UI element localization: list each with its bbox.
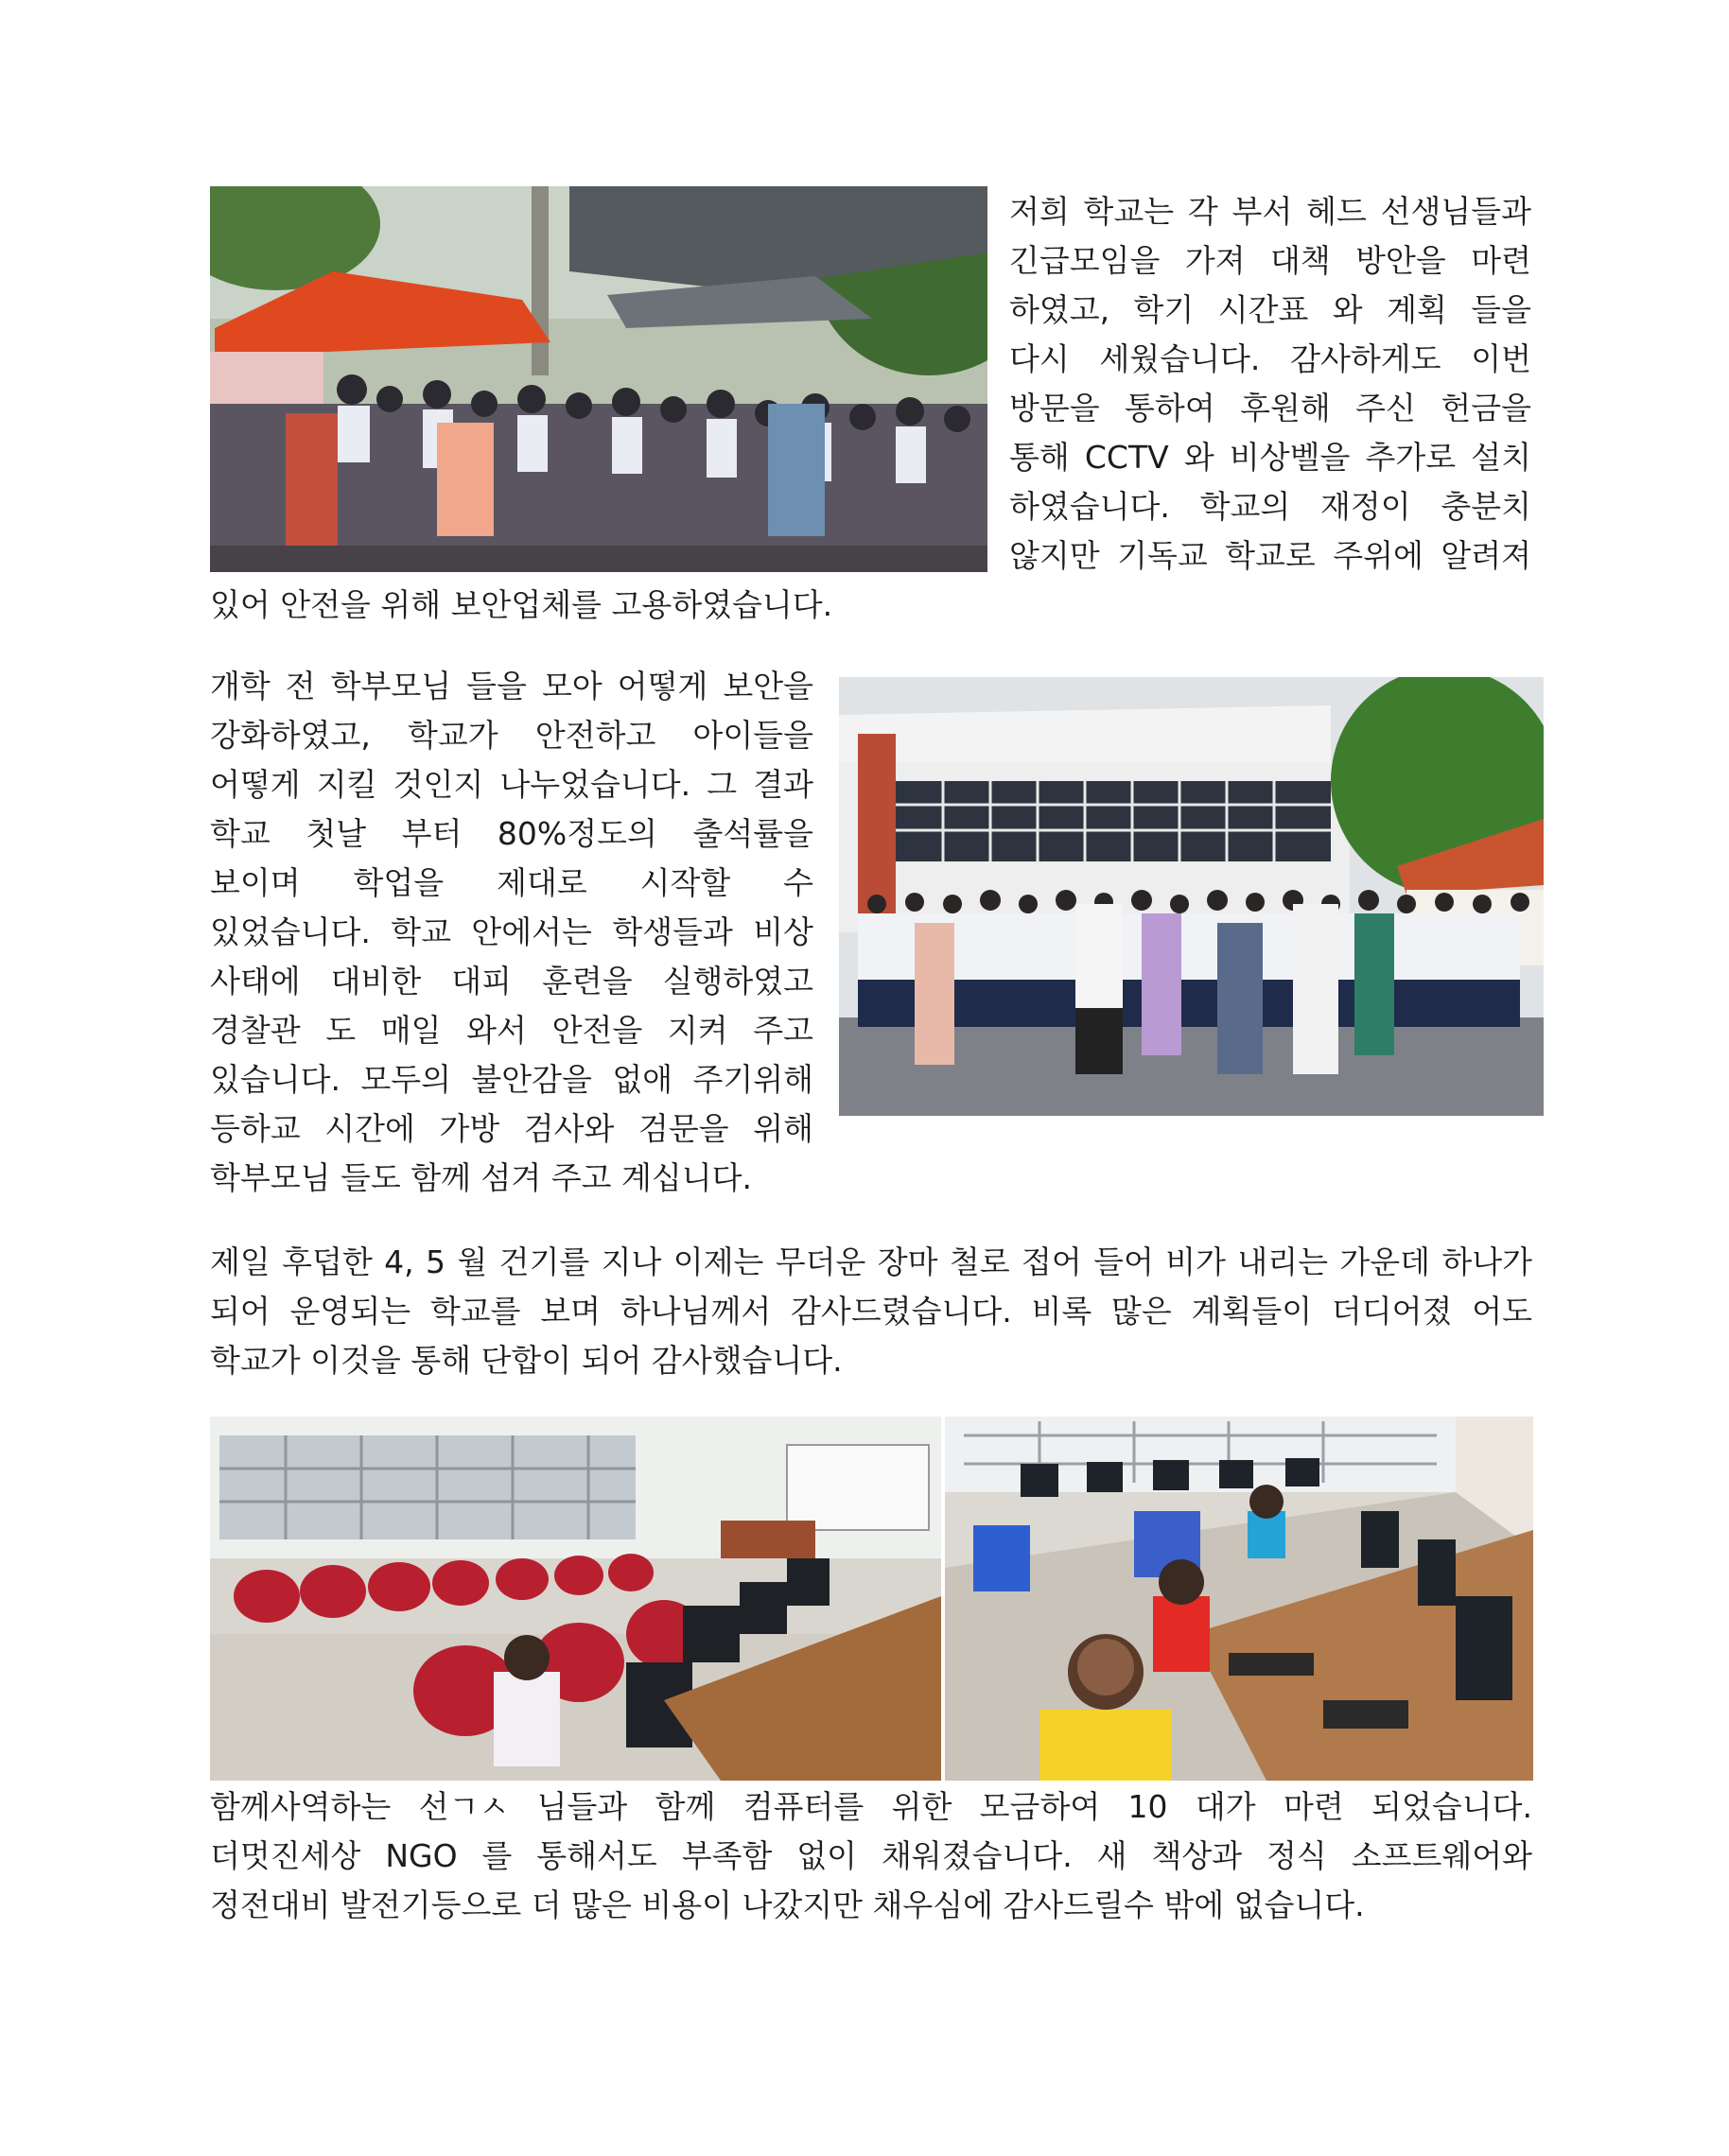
section2-line: 있습니다. 모두의 불안감을 없애 주기위해 bbox=[210, 1061, 813, 1098]
section2-line: 경찰관 도 매일 와서 안전을 지켜 주고 bbox=[210, 1012, 813, 1049]
section2-paragraph bbox=[210, 662, 813, 1203]
section1-line: 않지만 기독교 학교로 주위에 알려져 bbox=[1009, 537, 1531, 574]
section1-line: 긴급모임을 가져 대책 방안을 마련 bbox=[1009, 242, 1531, 279]
section1-line: 하였고, 학기 시간표 와 계획 들을 bbox=[1009, 291, 1531, 328]
section1-line: 다시 세웠습니다. 감사하게도 이번 bbox=[1009, 340, 1531, 377]
section3-paragraph bbox=[210, 1238, 1532, 1385]
section1-tail-line: 있어 안전을 위해 보안업체를 고용하였습니다. bbox=[210, 586, 833, 623]
section3-line: 학교가 이것을 통해 단합이 되어 감사했습니다. bbox=[210, 1342, 843, 1379]
section4-line: 정전대비 발전기등으로 더 많은 비용이 나갔지만 채우심에 감사드릴수 밖에 없습니다. bbox=[210, 1886, 1365, 1923]
section1-paragraph bbox=[1009, 187, 1531, 581]
section1-line: 저희 학교는 각 부서 헤드 선생님들과 bbox=[1009, 193, 1531, 230]
section3-line: 되어 운영되는 학교를 보며 하나님께서 감사드렸습니다. 비록 많은 계획들이 더디어졌 어도 bbox=[210, 1293, 1532, 1330]
section3-line: 제일 후덥한 4, 5 월 건기를 지나 이제는 무더운 장마 철로 접어 들어 비가 내리는 가운데 하나가 bbox=[210, 1243, 1532, 1280]
section2-line: 보이며 학업을 제대로 시작할 수 bbox=[210, 864, 813, 901]
section4-line: 더멋진세상 NGO 를 통해서도 부족함 없이 채워졌습니다. 새 책상과 정식 소프트웨어와 bbox=[210, 1837, 1532, 1874]
section4-line: 함께사역하는 선ㄱㅅ 님들과 함께 컴퓨터를 위한 모금하여 10 대가 마련 되었습니다. bbox=[210, 1788, 1532, 1825]
section2-line: 학부모님 들도 함께 섬겨 주고 계십니다. bbox=[210, 1159, 752, 1196]
section2-line: 강화하였고, 학교가 안전하고 아이들을 bbox=[210, 717, 813, 754]
section2-line: 사태에 대비한 대피 훈련을 실행하였고 bbox=[210, 963, 813, 1000]
photo-school-assembly bbox=[839, 677, 1544, 1116]
section2-line: 학교 첫날 부터 80%정도의 출석률을 bbox=[210, 815, 813, 852]
section1-line: 통해 CCTV 와 비상벨을 추가로 설치 bbox=[1009, 439, 1531, 476]
section2-line: 있었습니다. 학교 안에서는 학생들과 비상 bbox=[210, 913, 813, 950]
section4-paragraph bbox=[210, 1782, 1532, 1930]
photo-computer-lab-left bbox=[210, 1417, 941, 1781]
photo-computer-lab-right bbox=[945, 1417, 1533, 1781]
section1-line: 하였습니다. 학교의 재정이 충분치 bbox=[1009, 488, 1531, 525]
section1-tail bbox=[210, 581, 1534, 630]
section1-line: 방문을 통하여 후원해 주신 헌금을 bbox=[1009, 390, 1531, 426]
section2-line: 개학 전 학부모님 들을 모아 어떻게 보안을 bbox=[210, 668, 813, 704]
section2-line: 등하교 시간에 가방 검사와 검문을 위해 bbox=[210, 1110, 813, 1147]
section2-line: 어떻게 지킬 것인지 나누었습니다. 그 결과 bbox=[210, 766, 813, 803]
photo-students-under-canopies bbox=[210, 186, 987, 572]
